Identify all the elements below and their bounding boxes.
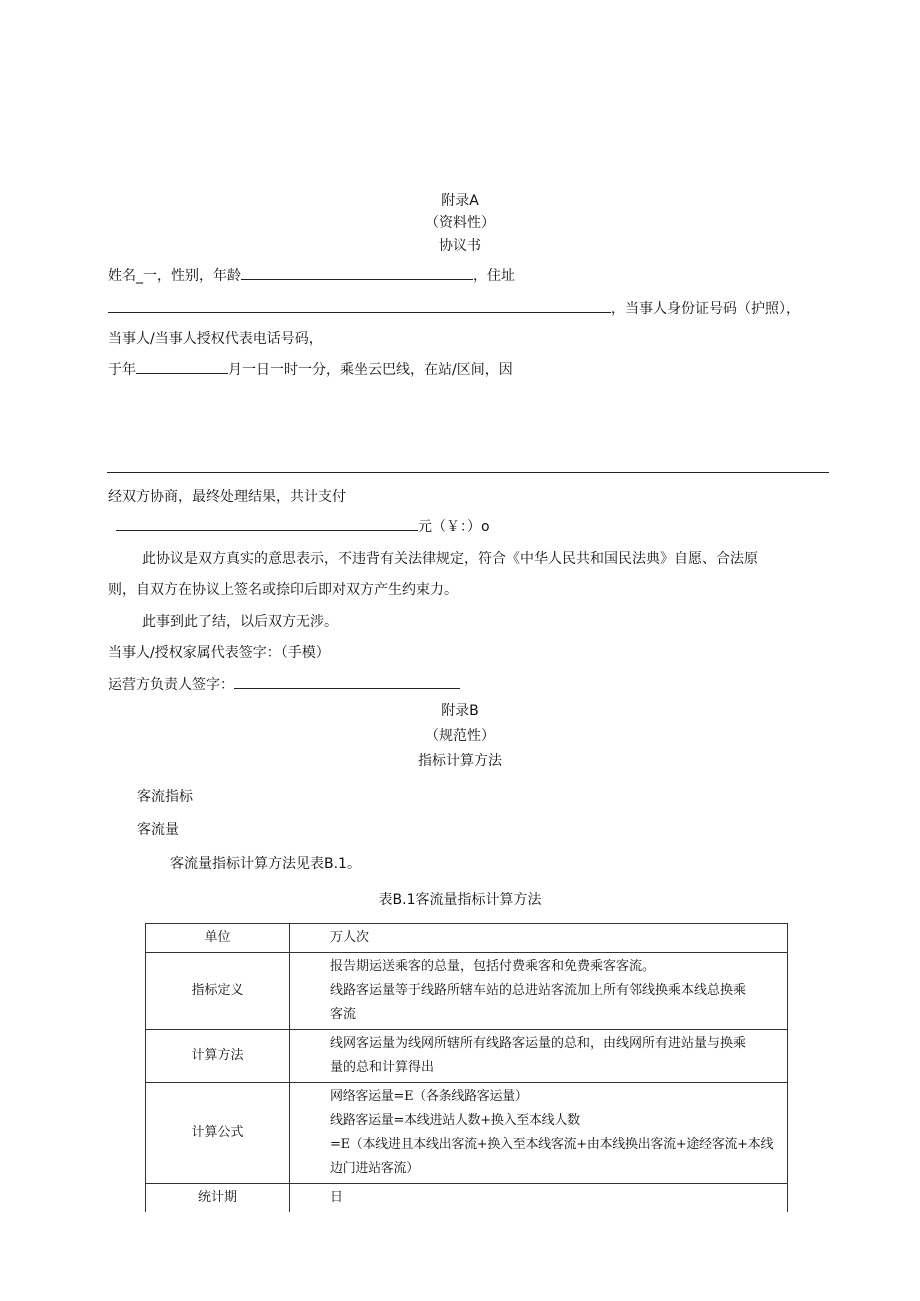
appendix-a-nature: （资料性） [425,215,495,231]
appendix-b-nature: （规范性） [425,728,495,744]
table-value-line: 线网客运量为线网所辖所有线路客运量的总和，由线网所有进站量与换乘 [330,1036,747,1051]
appendix-a-title: 附录A [441,193,479,209]
table-value-line: 客流 [330,1007,357,1022]
agreement-line-time [108,359,513,379]
table-value-line: 万人次 [330,930,370,945]
date-label: 于年 [108,362,136,378]
operator-signature-label: 运营方负责人签字： [108,677,234,693]
operator-signature-blank [234,674,460,689]
appendix-b-title: 附录B [441,703,479,719]
agreement-line-phone: 当事人/当事人授权代表电话号码， [108,331,323,347]
table-value-cell [290,1030,788,1083]
agreement-line-amount [116,516,490,536]
table-value-cell [290,953,788,1030]
table-key-cell: 单位 [146,924,290,953]
section-heading-passenger-volume: 客流量 [137,822,179,838]
divider-line [107,472,829,473]
table-caption: 表B.1客流量指标计算方法 [378,892,542,908]
agreement-paragraph-line-1: 此协议是双方真实的意思表示，不违背有关法律规定，符合《中华人民共和国民法典》自愿、合法原 [142,551,758,567]
table-row [146,1083,788,1184]
party-signature-line: 当事人/授权家属代表签字：（手模） [108,645,330,661]
name-gender-age-label: 姓名_一，性别，年龄 [108,268,241,284]
table-key-cell: 指标定义 [146,953,290,1030]
indicator-method-title: 指标计算方法 [418,753,502,769]
table-value-line: =E（本线进且本线出客流+换入至本线客流+由本线换出客流+途经客流+本线 [330,1137,774,1152]
table-row [146,1184,788,1213]
table-row [146,1030,788,1083]
agreement-line-name [108,265,515,285]
table-value-line: 量的总和计算得出 [330,1060,435,1075]
trip-details-label: 月一日一时一分，乘坐云巴线，在站/区间，因 [228,362,513,378]
address-label: ，住址 [473,268,515,284]
table-value-cell [290,1083,788,1184]
table-row [146,953,788,1030]
table-value-line: 报告期运送乘客的总量，包括付费乘客和免费乘客客流。 [330,959,656,974]
age-blank [241,265,473,280]
table-key-cell: 统计期 [146,1184,290,1213]
table-key-cell: 计算公式 [146,1083,290,1184]
section-heading-passenger-indicators: 客流指标 [137,789,193,805]
id-number-label: ，当事人身份证号码（护照）， [611,301,800,317]
table-value-line: 线路客运量等于线路所辖车站的总进站客流加上所有邻线换乘本线总换乘 [330,983,747,998]
agreement-title: 协议书 [439,238,481,254]
agreement-line-id [108,298,800,318]
year-blank [136,359,228,374]
amount-blank [116,516,418,531]
settlement-statement: 此事到此了结，以后双方无涉。 [142,614,338,630]
table-value-line: 边门进站客流） [330,1161,419,1176]
agreement-line-result: 经双方协商，最终处理结果，共计支付 [108,489,346,505]
address-blank [108,298,611,313]
table-value-line: 线路客运量=本线进站人数+换入至本线人数 [330,1113,580,1128]
passenger-volume-table [145,923,788,1212]
amount-label: 元（￥：）o [418,519,490,535]
section-intro: 客流量指标计算方法见表B.1。 [170,856,361,872]
operator-signature-line [108,674,460,694]
table-value-line: 日 [330,1190,344,1205]
table-value-line: 网络客运量=E（各条线路客运量） [330,1089,528,1104]
agreement-paragraph-line-2: 则，自双方在协议上签名或捺印后即对双方产生约束力。 [108,582,458,598]
table-value-cell [290,924,788,953]
table-row [146,924,788,953]
table-key-cell: 计算方法 [146,1030,290,1083]
table-value-cell [290,1184,788,1213]
